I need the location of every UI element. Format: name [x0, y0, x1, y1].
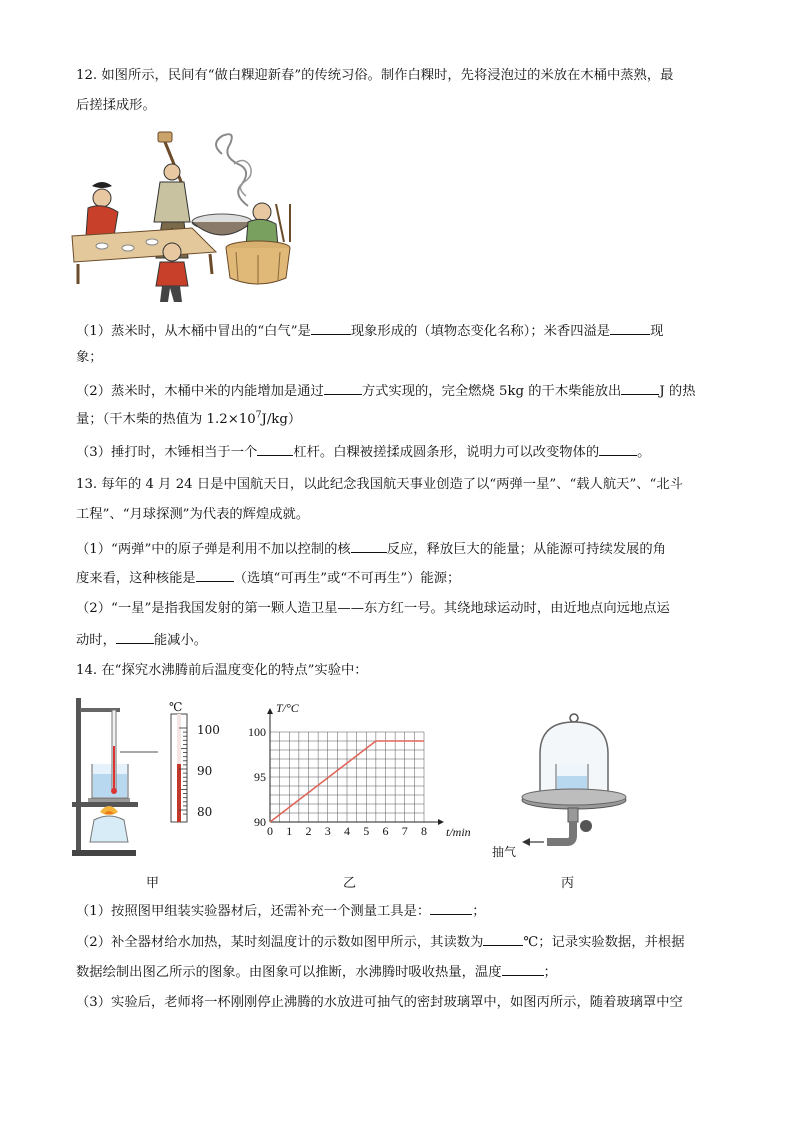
text: （2）蒸米时，木桶中米的内能增加是通过 — [76, 384, 324, 399]
answer-blank[interactable] — [257, 441, 293, 456]
text: 量；（干木柴的热值为 1.2×10 — [76, 412, 256, 427]
text: 动时， — [76, 633, 116, 648]
text: J/kg） — [261, 412, 302, 427]
text: J 的热 — [659, 384, 696, 399]
answer-blank[interactable] — [116, 629, 154, 644]
q14-part1 — [76, 900, 726, 922]
q13-part2-line1: （2）“一星”是指我国发射的第一颗人造卫星——东方红一号。其绕地球运动时，由近地点向远地点运 — [76, 601, 670, 616]
answer-blank[interactable] — [324, 380, 362, 395]
x-tick-label: 8 — [421, 824, 427, 838]
q14-part3-line1: （3）实验后，老师将一杯刚刚停止沸腾的水放进可抽气的密封玻璃罩中，如图丙所示，随着玻璃罩中空 — [76, 995, 683, 1010]
superscript: 7 — [255, 410, 262, 421]
y-axis-label: T/°C — [276, 701, 299, 715]
x-axis-label: t/min — [446, 825, 471, 839]
x-tick-label: 3 — [324, 824, 331, 838]
text: （1）蒸米时，从木桶中冒出的“白气”是 — [76, 324, 311, 339]
text: （1）按照图甲组装实验器材后，还需补充一个测量工具是： — [76, 904, 431, 919]
rice-cake-illustration — [72, 124, 294, 304]
q13-stem-line2: 工程”、“月球探测”为代表的辉煌成就。 — [76, 507, 310, 522]
x-tick-label: 5 — [363, 824, 370, 838]
text: 能减小。 — [153, 633, 208, 648]
q14-part2-line1 — [76, 931, 726, 953]
caption-jia: 甲 — [146, 876, 160, 891]
chart-grid — [270, 732, 424, 822]
q13-part1-line2 — [76, 567, 726, 589]
q13-stem-line1: 13. 每年的 4 月 24 日是中国航天日，以此纪念我国航天事业创造了以“两弹一星”、“载人航天”、“北斗 — [76, 477, 683, 492]
answer-blank[interactable] — [502, 961, 544, 976]
pump-label: 抽气 — [492, 845, 517, 859]
figure-bing-bell-jar — [488, 708, 638, 858]
y-tick-label: 95 — [254, 770, 266, 784]
x-tick-label: 0 — [267, 824, 273, 838]
text: 度来看，这种核能是 — [76, 571, 196, 586]
text: 反应，释放巨大的能量；从能源可持续发展的角 — [386, 542, 666, 557]
answer-blank[interactable] — [621, 380, 659, 395]
y-tick-label: 90 — [254, 815, 266, 829]
q12-part3 — [76, 441, 726, 463]
text: ； — [472, 904, 486, 919]
text: 现象形成的（填物态变化名称）；米香四溢是 — [350, 324, 611, 339]
y-tick-label: 100 — [248, 725, 266, 739]
caption-bing: 丙 — [561, 876, 575, 891]
text: （选填“可再生”或“不可再生”）能源； — [233, 571, 461, 586]
thermometer-label-80: 80 — [197, 805, 213, 819]
x-tick-label: 6 — [382, 824, 389, 838]
q12-part1-line2: 象； — [76, 350, 103, 365]
chart-labels — [248, 701, 471, 839]
y-axis-arrow — [267, 708, 273, 714]
q13-part2-line2 — [76, 629, 726, 651]
thermometer-label-100: 100 — [197, 723, 220, 737]
text: 现 — [650, 324, 664, 339]
text: 杠杆。白粿被搓揉成圆条形，说明力可以改变物体的 — [293, 445, 600, 460]
x-tick-label: 1 — [286, 824, 293, 838]
q12-part2-line2 — [76, 410, 726, 430]
text: ； — [543, 965, 557, 980]
answer-blank[interactable] — [610, 320, 650, 335]
figure-yi-chart — [244, 696, 471, 846]
text: （1）“两弹”中的原子弹是利用不加以控制的核 — [76, 542, 351, 557]
q14-stem: 14. 在“探究水沸腾前后温度变化的特点”实验中： — [76, 663, 368, 678]
q14-part2-line2 — [76, 961, 726, 983]
q12-part1-line1 — [76, 320, 726, 342]
q12-stem-line2: 后搓揉成形。 — [76, 98, 156, 113]
answer-blank[interactable] — [483, 931, 523, 946]
caption-yi: 乙 — [343, 876, 357, 891]
answer-blank[interactable] — [430, 900, 472, 915]
text: （2）补全器材给水加热，某时刻温度计的示数如图甲所示，其读数为 — [76, 935, 484, 950]
answer-blank[interactable] — [196, 567, 234, 582]
text: ℃；记录实验数据，并根据 — [523, 935, 685, 950]
text: 。 — [637, 445, 651, 460]
text: 方式实现的，完全燃烧 5kg 的干木柴能放出 — [361, 384, 622, 399]
answer-blank[interactable] — [311, 320, 351, 335]
thermometer-enlarged — [163, 700, 243, 824]
thermometer-label-90: 90 — [197, 764, 213, 778]
q13-part1-line1 — [76, 538, 726, 560]
answer-blank[interactable] — [599, 441, 637, 456]
x-tick-label: 2 — [305, 824, 312, 838]
answer-blank[interactable] — [351, 538, 387, 553]
x-tick-label: 7 — [401, 824, 408, 838]
thermometer-unit: ℃ — [169, 700, 183, 714]
chart-axes — [267, 708, 444, 825]
q12-part2-line1 — [76, 380, 726, 402]
x-axis-arrow — [438, 819, 444, 825]
q12-stem-line1: 12. 如图所示，民间有“做白粿迎新春”的传统习俗。制作白粿时，先将浸泡过的米放在木桶中蒸熟，最 — [76, 68, 674, 83]
text: 数据绘制出图乙所示的图象。由图象可以推断，水沸腾时吸收热量，温度 — [76, 965, 502, 980]
text: （3）捶打时，木锤相当于一个 — [76, 445, 258, 460]
x-tick-label: 4 — [344, 824, 350, 838]
